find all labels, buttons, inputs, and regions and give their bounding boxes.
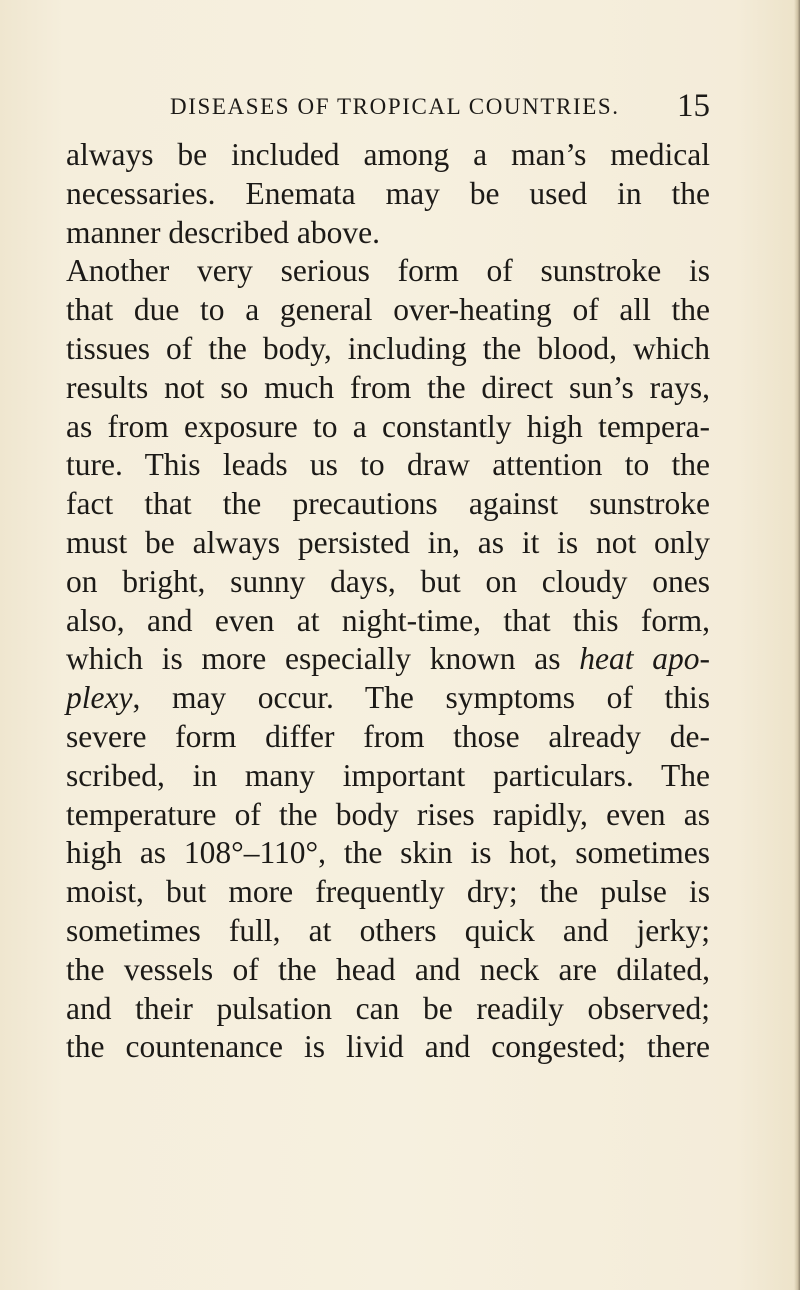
- page-header: [170, 88, 710, 128]
- body-text: [66, 136, 710, 1067]
- text-line: moist, but more frequently dry; the pulse is: [66, 874, 710, 910]
- text-line: fact that the precautions against sunstroke: [66, 486, 710, 522]
- text-line: the vessels of the head and neck are dilated,: [66, 951, 710, 987]
- text-line: also, and even at night-time, that this form,: [66, 602, 710, 638]
- text-line: ture. This leads us to draw attention to the: [66, 447, 710, 483]
- text-line: tissues of the body, including the blood, which: [66, 330, 710, 366]
- text-line: high as 108°–110°, the skin is hot, sometimes: [66, 835, 710, 871]
- text-line: which is more especially known as heat apo-: [66, 641, 710, 677]
- page-number: 15: [677, 88, 710, 124]
- text-line: severe form differ from those already de-: [66, 718, 710, 754]
- text-line: sometimes full, at others quick and jerky;: [66, 912, 710, 948]
- text-line: on bright, sunny days, but on cloudy ones: [66, 563, 710, 599]
- text-line: manner described above.: [66, 214, 380, 250]
- text-line: always be included among a man’s medical: [66, 137, 710, 172]
- text-line: scribed, in many important particulars. The: [66, 757, 710, 793]
- text-line: necessaries. Enemata may be used in the: [66, 175, 710, 211]
- text-line: the countenance is livid and congested; there: [66, 1029, 710, 1065]
- running-head: DISEASES OF TROPICAL COUNTRIES.: [170, 94, 620, 119]
- italic-term: plexy: [66, 680, 133, 716]
- text-line: and their pulsation can be readily observed;: [66, 990, 710, 1026]
- text-line: as from exposure to a constantly high tempera-: [66, 408, 710, 444]
- text-line-paragraph-start: Another very serious form of sunstroke is: [66, 253, 710, 289]
- italic-term: heat apo-: [579, 641, 710, 677]
- page-edge-shadow: [794, 0, 800, 1290]
- text-line: temperature of the body rises rapidly, even as: [66, 796, 710, 832]
- text-line: results not so much from the direct sun’s rays,: [66, 369, 710, 405]
- text-line: must be always persisted in, as it is not only: [66, 524, 710, 560]
- text-line: plexy, may occur. The symptoms of this: [66, 680, 710, 716]
- text-line: that due to a general over-heating of all the: [66, 292, 710, 328]
